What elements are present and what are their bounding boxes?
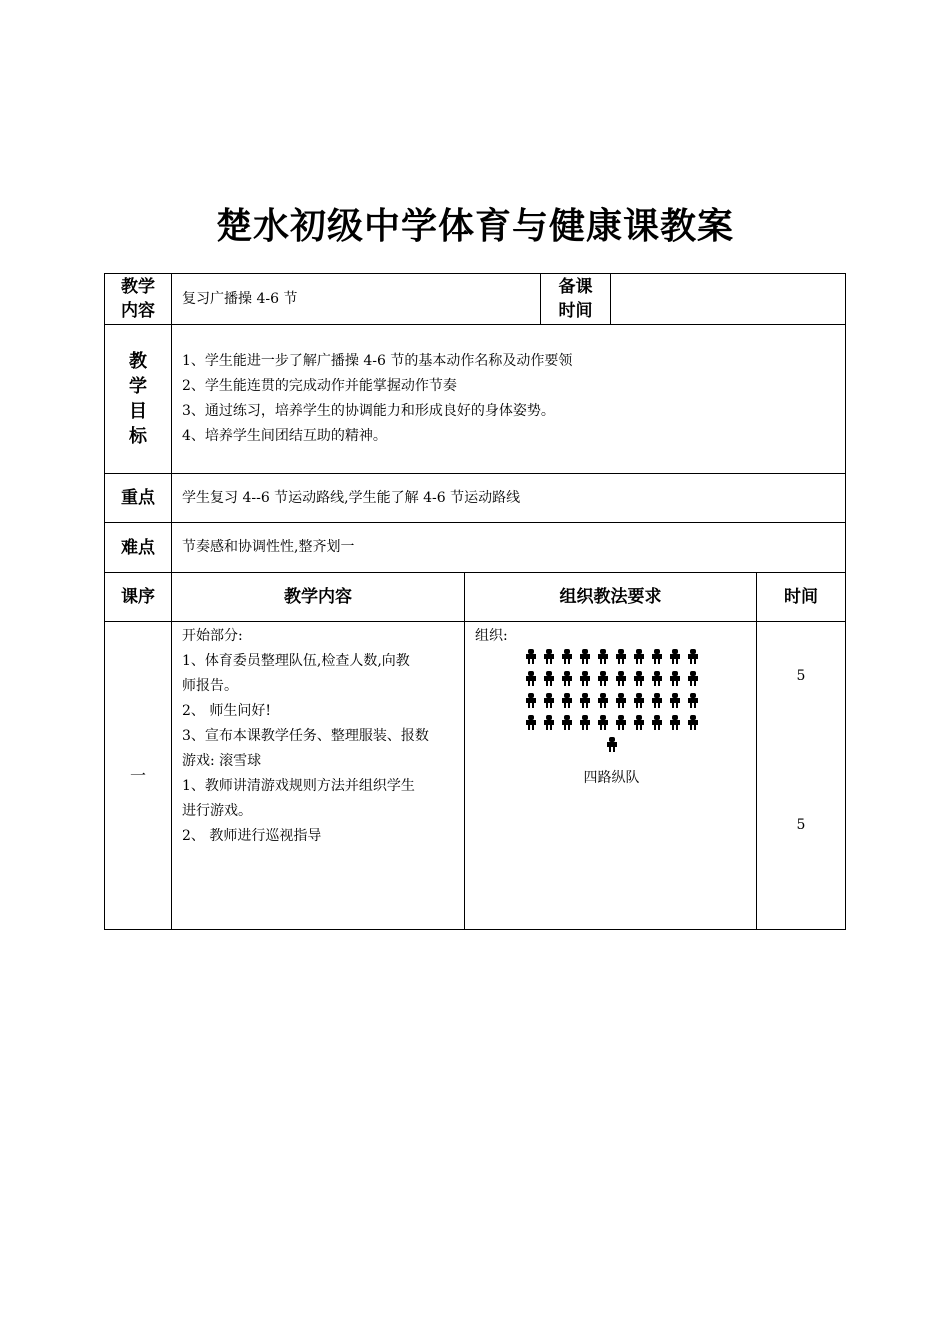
key-point-label-cell bbox=[104, 473, 172, 523]
difficulty-label-cell bbox=[104, 522, 172, 573]
person-icon bbox=[579, 693, 591, 708]
prep-label-line: 备课 bbox=[558, 277, 593, 297]
header-content: 教学内容 bbox=[171, 572, 465, 622]
person-icon bbox=[633, 715, 645, 730]
person-icon bbox=[669, 693, 681, 708]
person-icon bbox=[597, 693, 609, 708]
key-point-label: 重点 bbox=[121, 488, 155, 508]
content-label-line: 教学 bbox=[121, 277, 155, 297]
person-icon bbox=[615, 649, 627, 664]
org-label: 组织: bbox=[475, 628, 508, 644]
goals-label-char: 目 bbox=[129, 401, 147, 422]
section-method-cell bbox=[464, 621, 757, 930]
person-icon bbox=[651, 649, 663, 664]
person-icon bbox=[597, 671, 609, 686]
person-icon bbox=[606, 737, 618, 752]
person-icon bbox=[561, 649, 573, 664]
person-icon bbox=[669, 649, 681, 664]
goal-item: 1、学生能进一步了解广播操 4-6 节的基本动作名称及动作要领 bbox=[182, 353, 573, 369]
person-icon bbox=[669, 671, 681, 686]
content-value: 复习广播操 4-6 节 bbox=[182, 290, 298, 307]
goals-label-char: 教 bbox=[129, 351, 147, 372]
section-time: 5 bbox=[796, 668, 806, 684]
section-content-line: 进行游戏。 bbox=[182, 803, 252, 819]
person-icon bbox=[543, 649, 555, 664]
person-icon bbox=[597, 649, 609, 664]
person-icon bbox=[561, 715, 573, 730]
person-icon bbox=[651, 715, 663, 730]
difficulty-value-cell bbox=[171, 522, 846, 573]
person-icon bbox=[561, 671, 573, 686]
section-content-cell bbox=[171, 621, 465, 930]
person-icon bbox=[687, 649, 699, 664]
section-order: 一 bbox=[129, 766, 146, 785]
person-icon bbox=[561, 693, 573, 708]
person-icon bbox=[525, 693, 537, 708]
header-order: 课序 bbox=[104, 572, 172, 622]
section-content-line: 1、体育委员整理队伍,检查人数,向教 bbox=[182, 653, 410, 669]
person-icon bbox=[669, 715, 681, 730]
person-icon bbox=[633, 693, 645, 708]
goals-label-char: 学 bbox=[129, 376, 147, 397]
key-point-value: 学生复习 4--6 节运动路线,学生能了解 4-6 节运动路线 bbox=[182, 489, 521, 506]
formation-leader-row bbox=[475, 736, 748, 758]
person-icon bbox=[687, 671, 699, 686]
difficulty-value: 节奏感和协调性性,整齐划一 bbox=[182, 539, 355, 555]
person-icon bbox=[543, 671, 555, 686]
person-icon bbox=[633, 671, 645, 686]
person-icon bbox=[687, 715, 699, 730]
person-icon bbox=[687, 693, 699, 708]
person-icon bbox=[525, 715, 537, 730]
person-icon bbox=[579, 715, 591, 730]
key-point-value-cell bbox=[171, 473, 846, 523]
formation-row bbox=[475, 714, 748, 736]
person-icon bbox=[615, 715, 627, 730]
goals-value-cell bbox=[171, 324, 846, 474]
difficulty-label: 难点 bbox=[121, 537, 155, 558]
formation-row bbox=[475, 648, 748, 670]
person-icon bbox=[543, 715, 555, 730]
section-time-cell bbox=[756, 621, 846, 930]
person-icon bbox=[615, 671, 627, 686]
page-title: 楚水初级中学体育与健康课教案 bbox=[215, 206, 734, 247]
person-icon bbox=[651, 693, 663, 708]
section-content-line: 2、 教师进行巡视指导 bbox=[182, 828, 322, 844]
person-icon bbox=[525, 671, 537, 686]
goals-label-cell bbox=[104, 324, 172, 474]
section-time: 5 bbox=[796, 817, 806, 833]
prep-label-cell bbox=[540, 273, 611, 325]
prep-value-cell bbox=[610, 273, 846, 325]
section-content-line: 师报告。 bbox=[182, 678, 238, 694]
person-icon bbox=[597, 715, 609, 730]
goal-item: 3、通过练习，培养学生的协调能力和形成良好的身体姿势。 bbox=[182, 403, 555, 419]
goal-item: 4、培养学生间团结互助的精神。 bbox=[182, 428, 387, 444]
person-icon bbox=[615, 693, 627, 708]
content-label-line: 内容 bbox=[121, 301, 155, 321]
formation-caption: 四路纵队 bbox=[583, 770, 640, 786]
section-content-line: 开始部分: bbox=[182, 628, 243, 644]
content-label-cell bbox=[104, 273, 172, 325]
person-icon bbox=[525, 649, 537, 664]
prep-label-line: 时间 bbox=[558, 301, 593, 321]
section-order-cell bbox=[104, 621, 172, 930]
goal-item: 2、学生能连贯的完成动作并能掌握动作节奏 bbox=[182, 378, 457, 394]
formation-diagram bbox=[475, 648, 748, 758]
formation-row bbox=[475, 670, 748, 692]
header-time: 时间 bbox=[756, 572, 846, 622]
formation-row bbox=[475, 692, 748, 714]
goals-label-char: 标 bbox=[129, 426, 147, 447]
section-content-line: 1、教师讲清游戏规则方法并组织学生 bbox=[182, 778, 415, 794]
section-content-line: 游戏: 滚雪球 bbox=[182, 753, 262, 769]
header-method: 组织教法要求 bbox=[464, 572, 757, 622]
section-content-line: 3、宣布本课教学任务、整理服装、报数 bbox=[182, 728, 429, 744]
section-content-line: 2、 师生问好! bbox=[182, 703, 271, 719]
content-value-cell bbox=[171, 273, 541, 325]
person-icon bbox=[579, 671, 591, 686]
person-icon bbox=[651, 671, 663, 686]
person-icon bbox=[543, 693, 555, 708]
person-icon bbox=[579, 649, 591, 664]
person-icon bbox=[633, 649, 645, 664]
